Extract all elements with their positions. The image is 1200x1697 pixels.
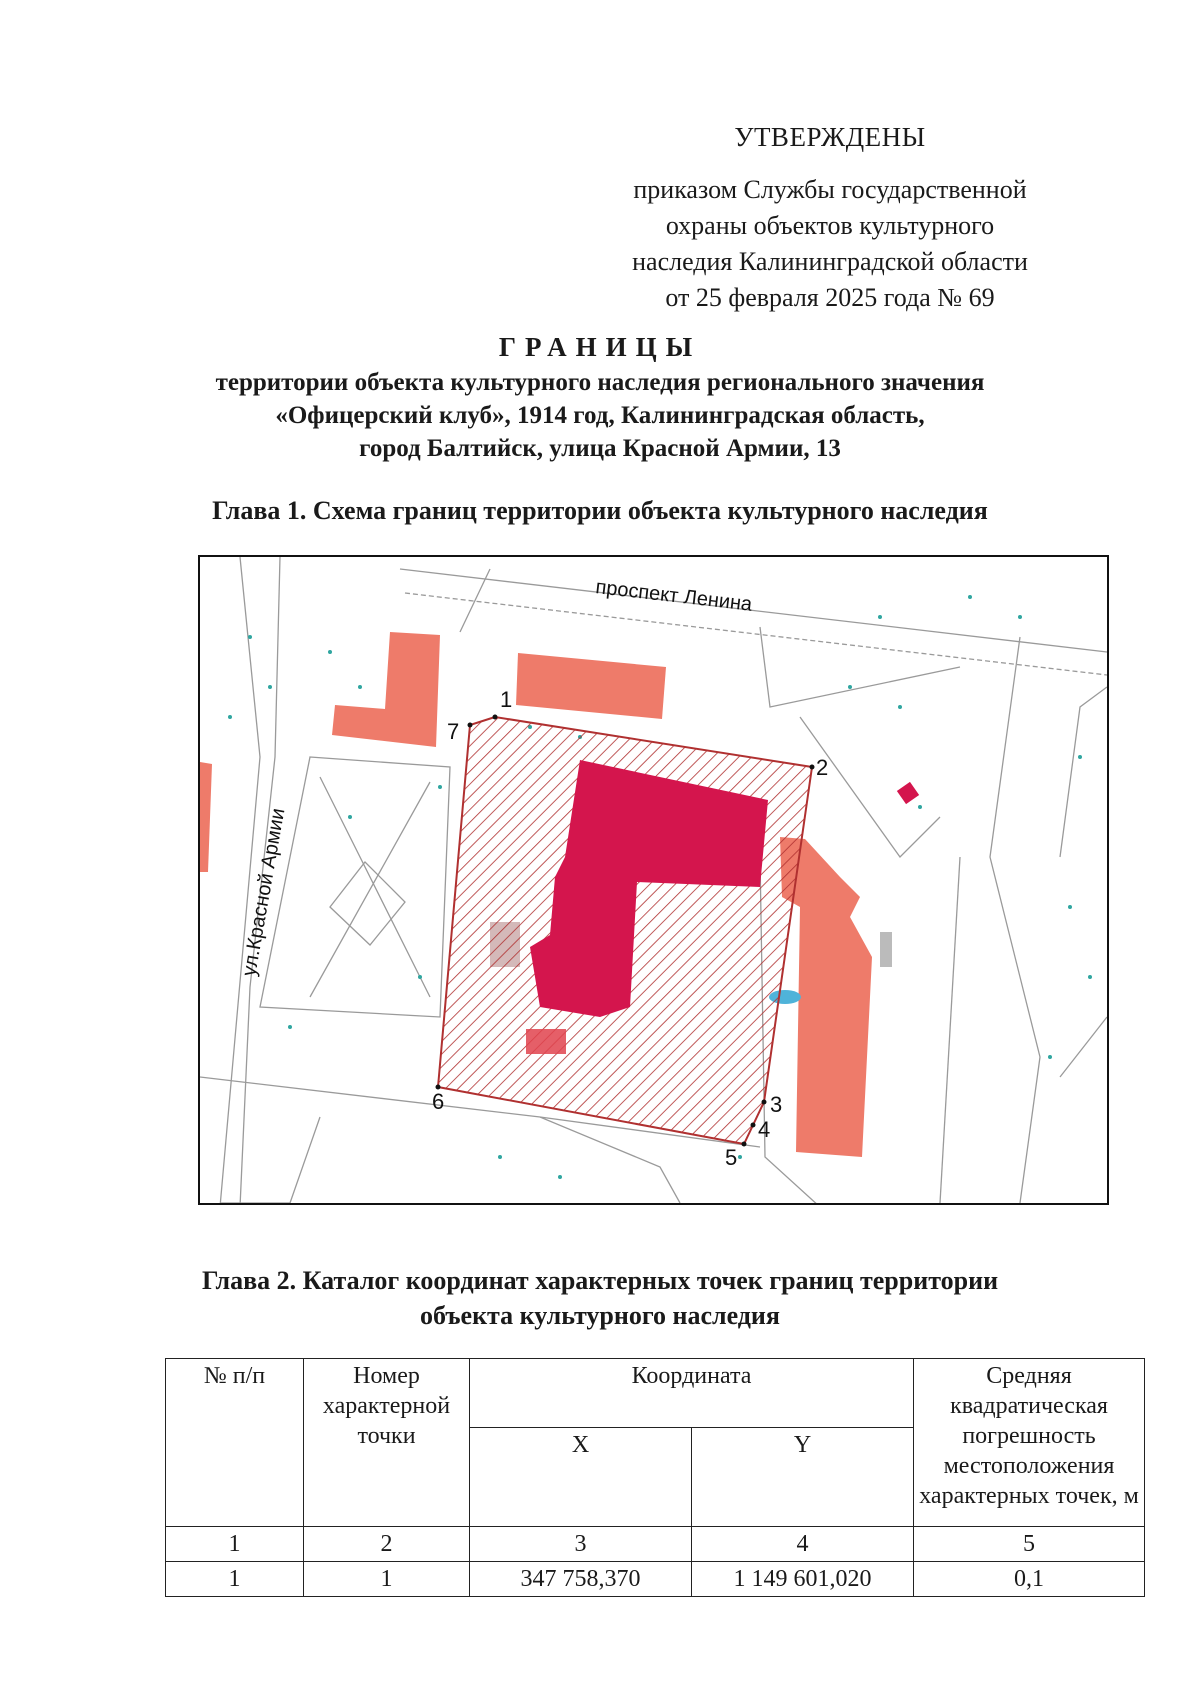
header-num: № п/п <box>166 1359 304 1527</box>
header-point: Номер характерной точки <box>304 1359 470 1527</box>
index-cell: 4 <box>692 1527 914 1562</box>
index-row <box>166 1527 1145 1562</box>
index-cell: 1 <box>166 1527 304 1562</box>
table-row <box>166 1562 1145 1597</box>
gray-annex <box>880 932 892 967</box>
small-red-building <box>897 782 919 804</box>
approval-title: УТВЕРЖДЕНЫ <box>734 122 926 152</box>
index-cell: 5 <box>914 1527 1145 1562</box>
point-label-2: 2 <box>816 755 829 780</box>
header-error: Средняя квадратическая погрешность местоположения характерных точек, м <box>914 1359 1145 1527</box>
index-cell: 2 <box>304 1527 470 1562</box>
subtitle-line: «Офицерский клуб», 1914 год, Калининградская область, <box>275 402 925 429</box>
point-label-7: 7 <box>447 719 460 744</box>
subtitle-line: территории объекта культурного наследия регионального значения <box>215 369 985 396</box>
document-title: ГРАНИЦЫ <box>498 332 702 362</box>
approval-line: от 25 февраля 2025 года № 69 <box>665 283 995 312</box>
document-subtitle <box>0 366 1200 465</box>
point-label-3: 3 <box>770 1092 783 1117</box>
approval-line: наследия Калининградской области <box>632 247 1028 276</box>
coordinates-table <box>165 1358 1145 1597</box>
point-label-1: 1 <box>500 687 513 712</box>
chapter2-title <box>0 1263 1200 1333</box>
chapter1-title: Глава 1. Схема границ территории объекта культурного наследия <box>212 496 988 525</box>
point-label-4: 4 <box>758 1117 771 1142</box>
cell-point: 1 <box>304 1562 470 1597</box>
object-annex <box>526 1029 566 1054</box>
approval-line: приказом Службы государственной <box>633 175 1027 204</box>
approval-line: охраны объектов культурного <box>665 211 995 240</box>
point-label-5: 5 <box>725 1145 738 1170</box>
street-label-left: ул.Красной Армии <box>238 806 290 978</box>
point-label-6: 6 <box>432 1089 445 1114</box>
header-coordinate: Координата <box>470 1359 914 1428</box>
chapter2-title-line: объекта культурного наследия <box>420 1301 780 1330</box>
subtitle-line: город Балтийск, улица Красной Армии, 13 <box>359 435 841 462</box>
chapter2-title-line: Глава 2. Каталог координат характерных точек границ территории <box>201 1266 999 1295</box>
cell-x: 347 758,370 <box>470 1562 692 1597</box>
cell-num: 1 <box>166 1562 304 1597</box>
approval-block <box>560 172 1100 316</box>
index-cell: 3 <box>470 1527 692 1562</box>
boundary-map <box>198 555 1109 1205</box>
street-label-top: проспект Ленина <box>594 576 754 616</box>
header-y: Y <box>692 1428 914 1527</box>
cell-error: 0,1 <box>914 1562 1145 1597</box>
header-x: X <box>470 1428 692 1527</box>
cell-y: 1 149 601,020 <box>692 1562 914 1597</box>
